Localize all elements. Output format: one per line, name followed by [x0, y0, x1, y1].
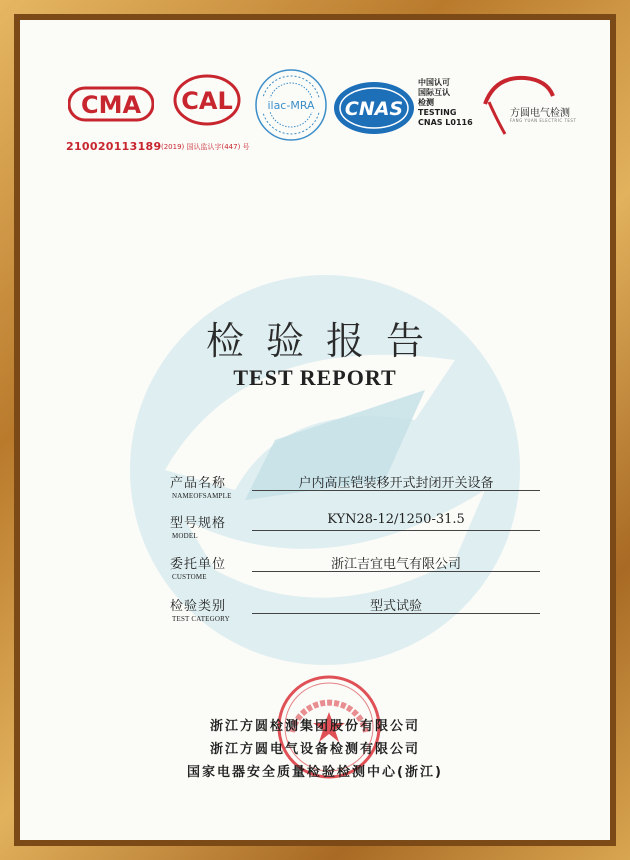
- field-value: KYN28-12/1250-31.5: [327, 512, 465, 527]
- field-label: 委托单位: [170, 557, 227, 572]
- cal-logo-text: CAL: [181, 87, 233, 115]
- cal-logo: [172, 74, 242, 126]
- issuer-line: 国家电器安全质量检验检测中心(浙江): [187, 765, 443, 780]
- issuing-organizations: [20, 715, 610, 784]
- fangyuan-logo-name: 方圆电气检测: [510, 108, 570, 119]
- field-value: 型式试验: [369, 599, 422, 614]
- field-underline: [252, 490, 540, 491]
- field-label: 检验类别: [170, 599, 227, 614]
- field-sublabel: CUSTOME: [172, 573, 207, 581]
- report-title-english: TEST REPORT: [233, 365, 397, 390]
- issuer-line: 浙江方圆检测集团股份有限公司: [209, 719, 420, 734]
- field-sublabel: NAMEOFSAMPLE: [172, 492, 232, 500]
- field-sublabel: MODEL: [172, 532, 198, 540]
- certificate-paper: [20, 20, 610, 840]
- field-label: 型号规格: [170, 516, 227, 531]
- cnas-caption: 中国认可 国际互认 检测 TESTING CNAS L0116: [418, 78, 473, 127]
- field-underline: [252, 613, 540, 614]
- fangyuan-logo-english: FANG YUAN ELECTRIC TEST: [510, 118, 577, 123]
- field-sublabel: TEST CATEGORY: [172, 615, 230, 623]
- report-title-chinese: 检验报告: [205, 319, 446, 363]
- ilac-logo-text: ilac-MRA: [267, 99, 315, 112]
- cal-caption: (2019) 国认监认字(447) 号: [161, 143, 250, 151]
- field-label: 产品名称: [170, 476, 227, 491]
- field-underline: [252, 571, 540, 572]
- cma-number: 210020113189: [66, 140, 162, 153]
- issuer-line: 浙江方圆电气设备检测有限公司: [209, 742, 420, 757]
- cma-logo: [68, 86, 154, 122]
- cma-logo-text: CMA: [80, 91, 142, 119]
- field-value: 浙江吉宜电气有限公司: [330, 557, 461, 572]
- cnas-logo: [332, 80, 416, 136]
- field-underline: [252, 530, 540, 531]
- ilac-mra-logo: [254, 68, 328, 142]
- field-value: 户内高压铠装移开式封闭开关设备: [298, 476, 494, 491]
- cnas-logo-text: CNAS: [344, 98, 404, 120]
- accreditation-logos: [20, 68, 610, 168]
